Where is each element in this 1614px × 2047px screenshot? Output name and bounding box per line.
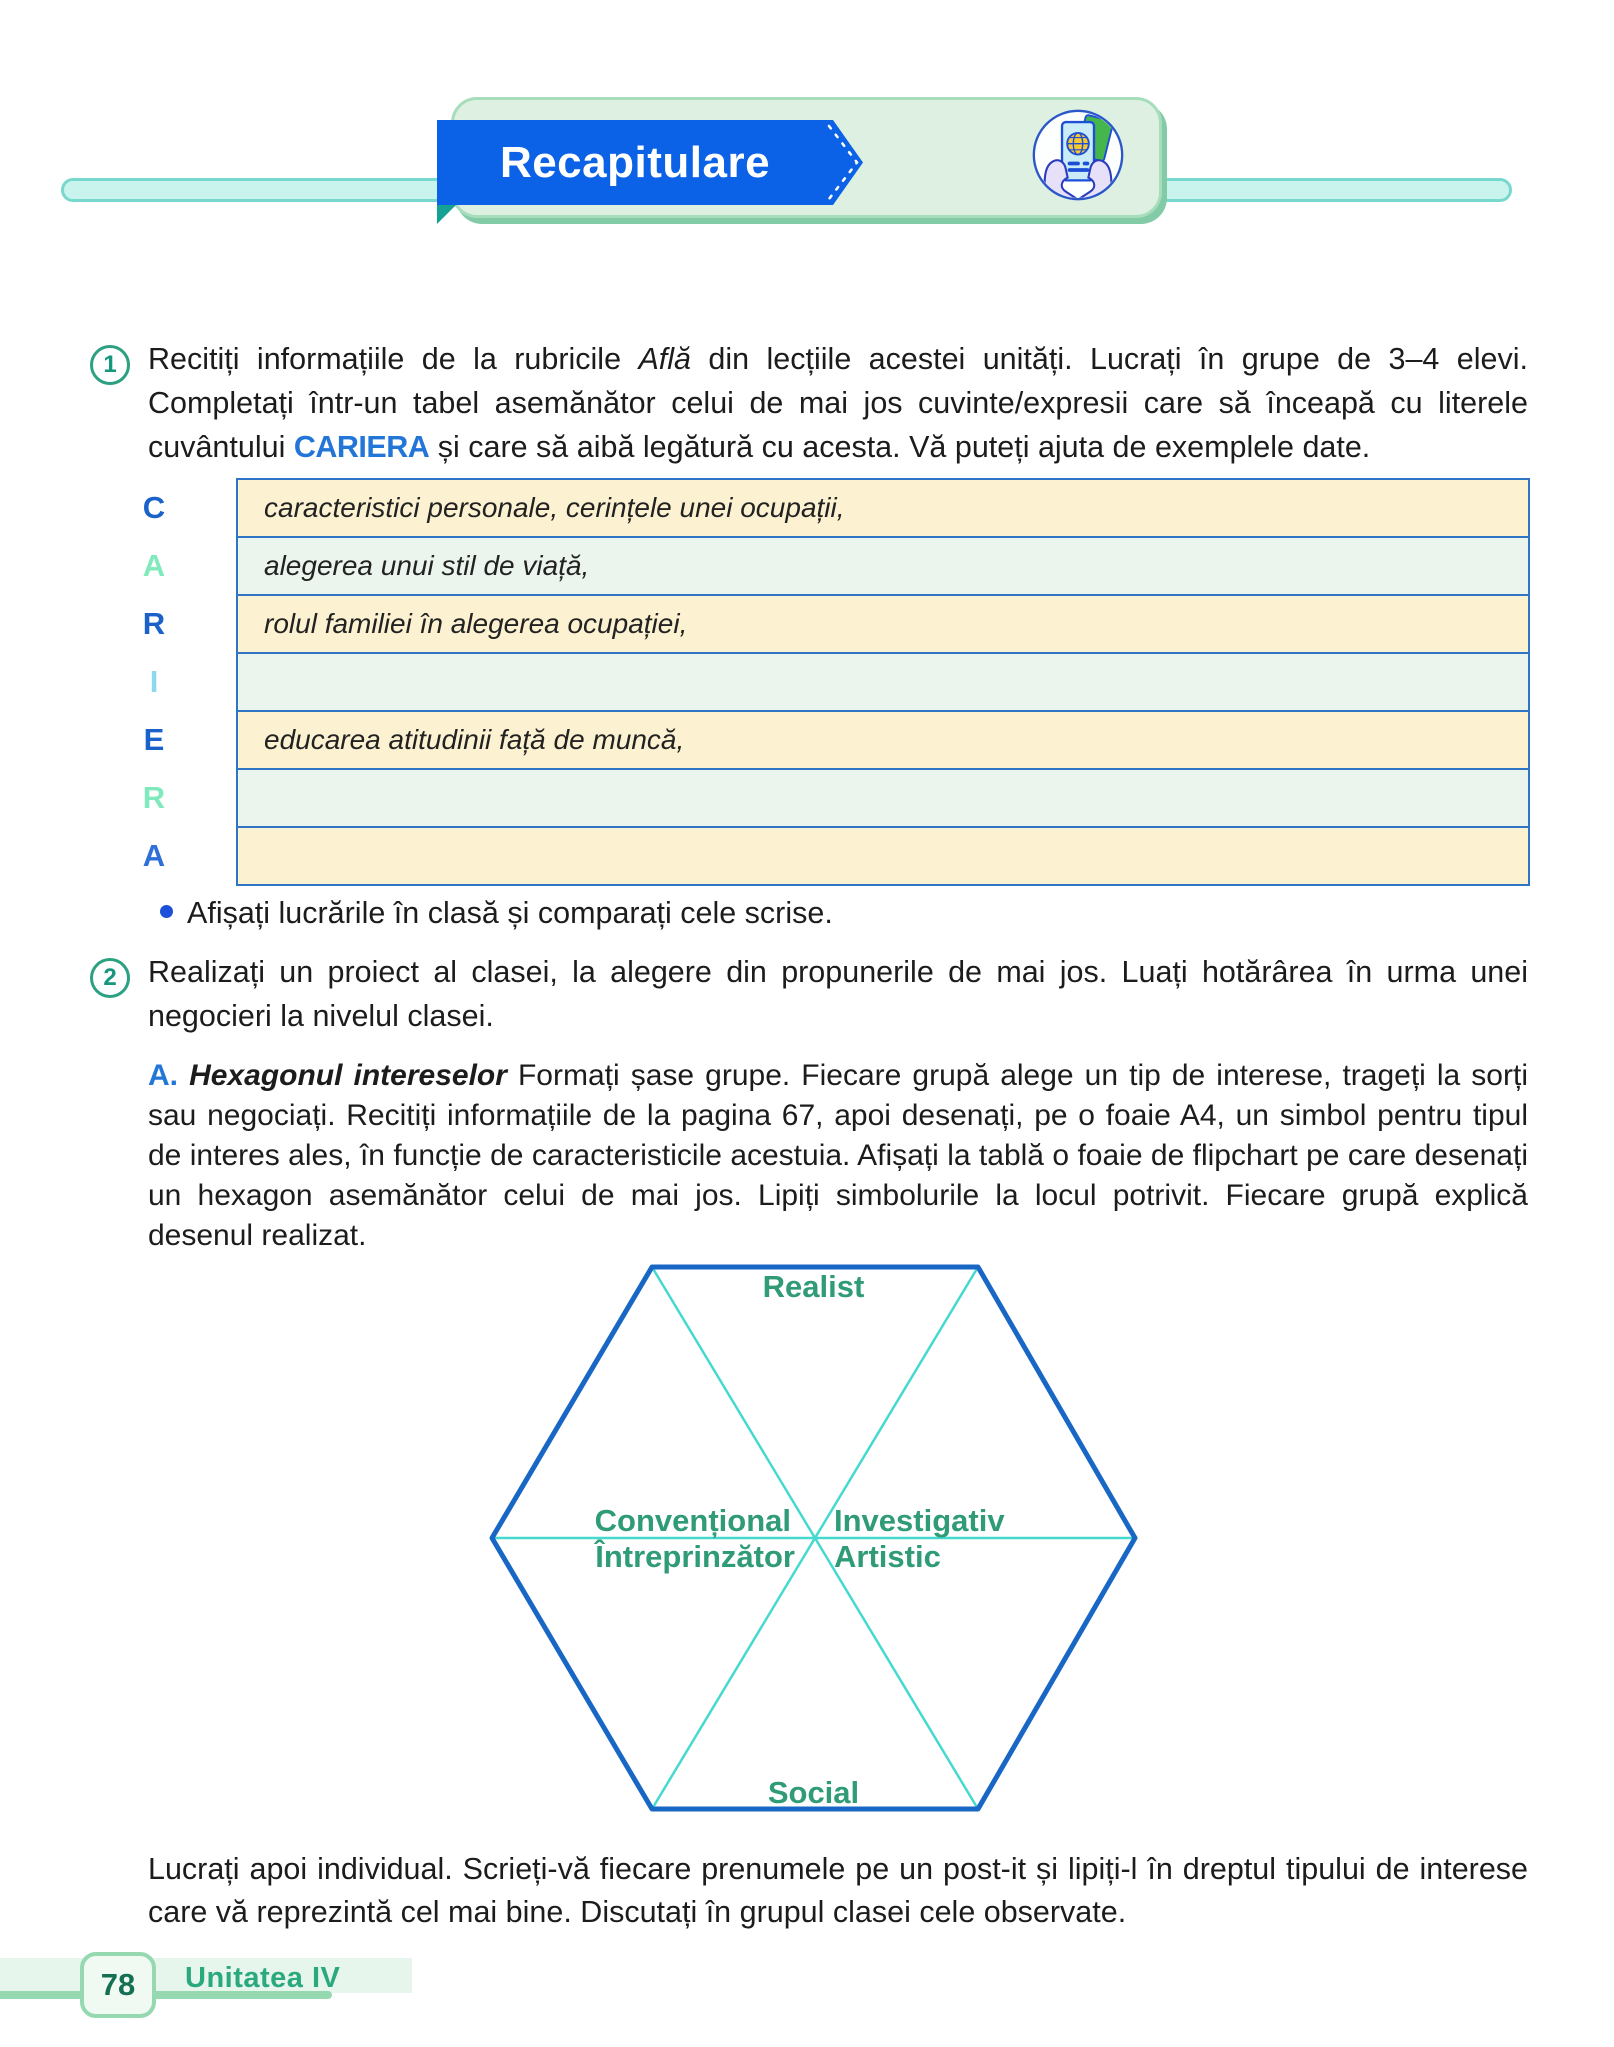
row-letter: R: [142, 780, 166, 815]
table-row: [142, 536, 1530, 596]
section-a-label: A.: [148, 1059, 178, 1092]
exercise1-text-part1: Recitiți informațiile de la rubricile: [148, 342, 639, 376]
row-letter: R: [142, 606, 166, 641]
exercise2-text: Realizați un proiect al clasei, la alegere din propunerile de mai jos. Luați hotărârea în urma unei negocieri la nivelul clasei.: [148, 955, 1528, 1033]
hexagon-shape: [488, 1263, 1139, 1813]
table-row: [142, 768, 1530, 828]
exercise1-text-part3: și care să aibă legătură cu acesta. Vă puteți ajuta de exemplele date.: [429, 430, 1371, 464]
exercise1-text: [148, 337, 1528, 469]
table-row: [142, 478, 1530, 538]
hexagon-label-intreprinzator: Întreprinzător: [595, 1539, 795, 1574]
row-letter: I: [149, 664, 159, 699]
table-row: [143, 710, 1530, 770]
closing-paragraph: Lucrați apoi individual. Scrieți-vă fiecare prenumele pe un post-it și lipiți-l în dreptul tipului de interese care vă reprezintă cel mai bine. Discutați în grupul clasei cele observate.: [148, 1852, 1528, 1929]
hexagon-label-artistic: Artistic: [834, 1539, 941, 1574]
page-number: 78: [80, 1952, 156, 2018]
row-letter: A: [142, 548, 166, 583]
row-letter: E: [143, 722, 165, 757]
row-text: [264, 654, 1518, 710]
hands-holding-passport-icon: [1031, 108, 1125, 202]
section-a-title: Hexagonul intereselor: [189, 1059, 507, 1092]
section-a-text: Formați șase grupe. Fiecare grupă alege un tip de interese, trageți la sorți sau negociați. Recitiți informațiile de la pagina 67, apoi desenați, pe o foaie A4, un simbol pentru tipul de interes ales, în funcție de caracteristicile acestuia. Afișați la tablă o foaie de flipchart pe care desenați un hexagon asemănător celui de mai jos. Lipiți simbolurile la locul potrivit. Fiecare grupă explică desenul realizat.: [148, 1059, 1528, 1252]
interests-hexagon-diagram: [488, 1263, 1139, 1813]
cariera-table: [142, 478, 1530, 886]
bullet-dot-icon: [160, 905, 173, 918]
row-text: rolul familiei în alegerea ocupației,: [264, 608, 688, 639]
hexagon-label-realist: Realist: [762, 1269, 865, 1304]
hexagon-label-social: Social: [767, 1775, 860, 1810]
table-row: [142, 594, 1530, 654]
bullet-text: Afișați lucrările în clasă și comparați cele scrise.: [187, 896, 833, 930]
row-text: educarea atitudinii față de muncă,: [264, 724, 685, 755]
exercise1-number: 1: [90, 345, 130, 385]
exercise2-number: 2: [90, 958, 130, 998]
bullet-item: [160, 893, 1520, 933]
hexagon-label-investigativ: Investigativ: [834, 1503, 1005, 1538]
row-text: alegerea unui stil de viață,: [264, 550, 590, 581]
row-text: [264, 828, 1518, 884]
exercise1-text-part2: din lecțiile acestei unități. Lucrați în grupe de 3–4 elevi. Completați într-un tabel asemănător celui de mai jos cuvinte/expresii care să înceapă cu literele cuvântului: [148, 342, 1529, 464]
afla-italic: Află: [638, 342, 692, 376]
table-row: [142, 826, 1530, 886]
row-text: [264, 770, 1518, 826]
row-letter: A: [142, 838, 166, 873]
hexagon-label-conventional: Convențional: [594, 1503, 791, 1538]
section-a-paragraph: [148, 1056, 1528, 1256]
row-text: caracteristici personale, cerințele unei ocupații,: [264, 492, 845, 523]
page-title: Recapitulare: [499, 137, 771, 187]
row-letter: C: [142, 490, 166, 525]
unit-label: Unitatea IV: [185, 1962, 341, 1994]
table-row: [149, 652, 1530, 712]
cariera-keyword: CARIERA: [293, 430, 430, 464]
